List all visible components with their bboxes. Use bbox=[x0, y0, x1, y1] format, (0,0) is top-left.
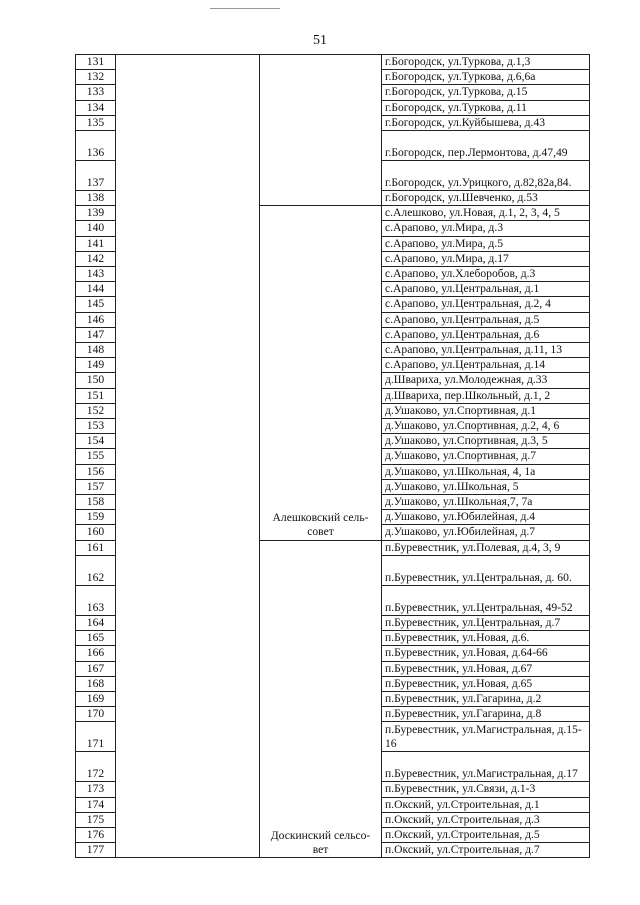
address-cell: г.Богородск, ул.Куйбышева, д.43 bbox=[382, 115, 590, 130]
address-cell: д.Швариха, пер.Школьный, д.1, 2 bbox=[382, 388, 590, 403]
row-number: 174 bbox=[76, 797, 116, 812]
row-number: 156 bbox=[76, 464, 116, 479]
address-cell: д.Швариха, ул.Молодежная, д.33 bbox=[382, 373, 590, 388]
address-cell: п.Буревестник, ул.Магистральная, д.17 bbox=[382, 752, 590, 782]
address-cell: п.Буревестник, ул.Новая, д.67 bbox=[382, 661, 590, 676]
address-cell: с.Арапово, ул.Мира, д.3 bbox=[382, 221, 590, 236]
row-number: 173 bbox=[76, 782, 116, 797]
blank-column-cell bbox=[116, 55, 260, 858]
address-cell: с.Арапово, ул.Центральная, д.1 bbox=[382, 282, 590, 297]
address-cell: с.Алешково, ул.Новая, д.1, 2, 3, 4, 5 bbox=[382, 206, 590, 221]
address-cell: п.Буревестник, ул.Центральная, д. 60. bbox=[382, 555, 590, 585]
row-number: 150 bbox=[76, 373, 116, 388]
row-number: 159 bbox=[76, 510, 116, 525]
address-cell: с.Арапово, ул.Центральная, д.14 bbox=[382, 358, 590, 373]
row-number: 136 bbox=[76, 131, 116, 161]
address-cell: с.Арапово, ул.Центральная, д.5 bbox=[382, 312, 590, 327]
address-cell: д.Ушаково, ул.Юбилейная, д.4 bbox=[382, 510, 590, 525]
row-number: 141 bbox=[76, 236, 116, 251]
page-number: 51 bbox=[313, 33, 327, 48]
row-number: 161 bbox=[76, 540, 116, 555]
row-number: 158 bbox=[76, 495, 116, 510]
district-cell: Доскинский сельсо-вет bbox=[260, 540, 382, 858]
address-cell: п.Буревестник, ул.Полевая, д.4, 3, 9 bbox=[382, 540, 590, 555]
address-cell: п.Буревестник, ул.Новая, д.65 bbox=[382, 676, 590, 691]
row-number: 138 bbox=[76, 191, 116, 206]
row-number: 170 bbox=[76, 707, 116, 722]
address-cell: д.Ушаково, ул.Спортивная, д.3, 5 bbox=[382, 434, 590, 449]
address-cell: г.Богородск, ул.Туркова, д.11 bbox=[382, 100, 590, 115]
row-number: 131 bbox=[76, 55, 116, 70]
row-number: 160 bbox=[76, 525, 116, 540]
row-number: 140 bbox=[76, 221, 116, 236]
address-cell: п.Буревестник, ул.Новая, д.6. bbox=[382, 631, 590, 646]
address-cell: с.Арапово, ул.Центральная, д.11, 13 bbox=[382, 343, 590, 358]
address-cell: п.Окский, ул.Строительная, д.5 bbox=[382, 827, 590, 842]
address-cell: с.Арапово, ул.Хлеборобов, д.3 bbox=[382, 267, 590, 282]
row-number: 133 bbox=[76, 85, 116, 100]
address-cell: п.Буревестник, ул.Гагарина, д.8 bbox=[382, 707, 590, 722]
row-number: 143 bbox=[76, 267, 116, 282]
address-cell: г.Богородск, ул.Шевченко, д.53 bbox=[382, 191, 590, 206]
row-number: 146 bbox=[76, 312, 116, 327]
row-number: 177 bbox=[76, 843, 116, 858]
address-cell: п.Буревестник, ул.Центральная, 49-52 bbox=[382, 585, 590, 615]
row-number: 162 bbox=[76, 555, 116, 585]
address-cell: с.Арапово, ул.Центральная, д.6 bbox=[382, 327, 590, 342]
row-number: 142 bbox=[76, 251, 116, 266]
address-cell: г.Богородск, ул.Туркова, д.15 bbox=[382, 85, 590, 100]
row-number: 157 bbox=[76, 479, 116, 494]
row-number: 135 bbox=[76, 115, 116, 130]
row-number: 176 bbox=[76, 827, 116, 842]
address-table-body bbox=[76, 55, 590, 858]
row-number: 147 bbox=[76, 327, 116, 342]
table-row bbox=[76, 55, 590, 70]
address-cell: п.Буревестник, ул.Новая, д.64-66 bbox=[382, 646, 590, 661]
address-cell: п.Буревестник, ул.Магистральная, д.15-16 bbox=[382, 722, 590, 752]
row-number: 172 bbox=[76, 752, 116, 782]
row-number: 171 bbox=[76, 722, 116, 752]
address-cell: п.Окский, ул.Строительная, д.1 bbox=[382, 797, 590, 812]
row-number: 137 bbox=[76, 161, 116, 191]
row-number: 154 bbox=[76, 434, 116, 449]
address-cell: г.Богородск, ул.Туркова, д.1,3 bbox=[382, 55, 590, 70]
address-cell: д.Ушаково, ул.Юбилейная, д.7 bbox=[382, 525, 590, 540]
address-cell: д.Ушаково, ул.Спортивная, д.2, 4, 6 bbox=[382, 419, 590, 434]
row-number: 149 bbox=[76, 358, 116, 373]
row-number: 145 bbox=[76, 297, 116, 312]
row-number: 148 bbox=[76, 343, 116, 358]
address-cell: п.Буревестник, ул.Центральная, д.7 bbox=[382, 615, 590, 630]
address-cell: п.Окский, ул.Строительная, д.7 bbox=[382, 843, 590, 858]
address-cell: п.Буревестник, ул.Гагарина, д.2 bbox=[382, 691, 590, 706]
address-cell: д.Ушаково, ул.Спортивная, д.1 bbox=[382, 403, 590, 418]
row-number: 168 bbox=[76, 676, 116, 691]
row-number: 132 bbox=[76, 70, 116, 85]
row-number: 134 bbox=[76, 100, 116, 115]
row-number: 139 bbox=[76, 206, 116, 221]
row-number: 175 bbox=[76, 812, 116, 827]
address-cell: с.Арапово, ул.Мира, д.5 bbox=[382, 236, 590, 251]
address-cell: г.Богородск, пер.Лермонтова, д.47,49 bbox=[382, 131, 590, 161]
row-number: 151 bbox=[76, 388, 116, 403]
row-number: 167 bbox=[76, 661, 116, 676]
address-cell: г.Богородск, ул.Урицкого, д.82,82а,84. bbox=[382, 161, 590, 191]
district-cell bbox=[260, 55, 382, 206]
row-number: 164 bbox=[76, 615, 116, 630]
row-number: 155 bbox=[76, 449, 116, 464]
address-cell: д.Ушаково, ул.Спортивная, д.7 bbox=[382, 449, 590, 464]
address-cell: д.Ушаково, ул.Школьная, 5 bbox=[382, 479, 590, 494]
address-cell: д.Ушаково, ул.Школьная,7, 7а bbox=[382, 495, 590, 510]
address-cell: п.Буревестник, ул.Связи, д.1-3 bbox=[382, 782, 590, 797]
row-number: 163 bbox=[76, 585, 116, 615]
district-cell: Алешковский сель-совет bbox=[260, 206, 382, 540]
scan-line bbox=[210, 8, 280, 9]
address-cell: г.Богородск, ул.Туркова, д.6,6а bbox=[382, 70, 590, 85]
row-number: 166 bbox=[76, 646, 116, 661]
address-cell: с.Арапово, ул.Мира, д.17 bbox=[382, 251, 590, 266]
address-cell: с.Арапово, ул.Центральная, д.2, 4 bbox=[382, 297, 590, 312]
address-cell: п.Окский, ул.Строительная, д.3 bbox=[382, 812, 590, 827]
row-number: 165 bbox=[76, 631, 116, 646]
row-number: 153 bbox=[76, 419, 116, 434]
address-table bbox=[75, 54, 590, 858]
row-number: 144 bbox=[76, 282, 116, 297]
row-number: 169 bbox=[76, 691, 116, 706]
row-number: 152 bbox=[76, 403, 116, 418]
address-cell: д.Ушаково, ул.Школьная, 4, 1а bbox=[382, 464, 590, 479]
